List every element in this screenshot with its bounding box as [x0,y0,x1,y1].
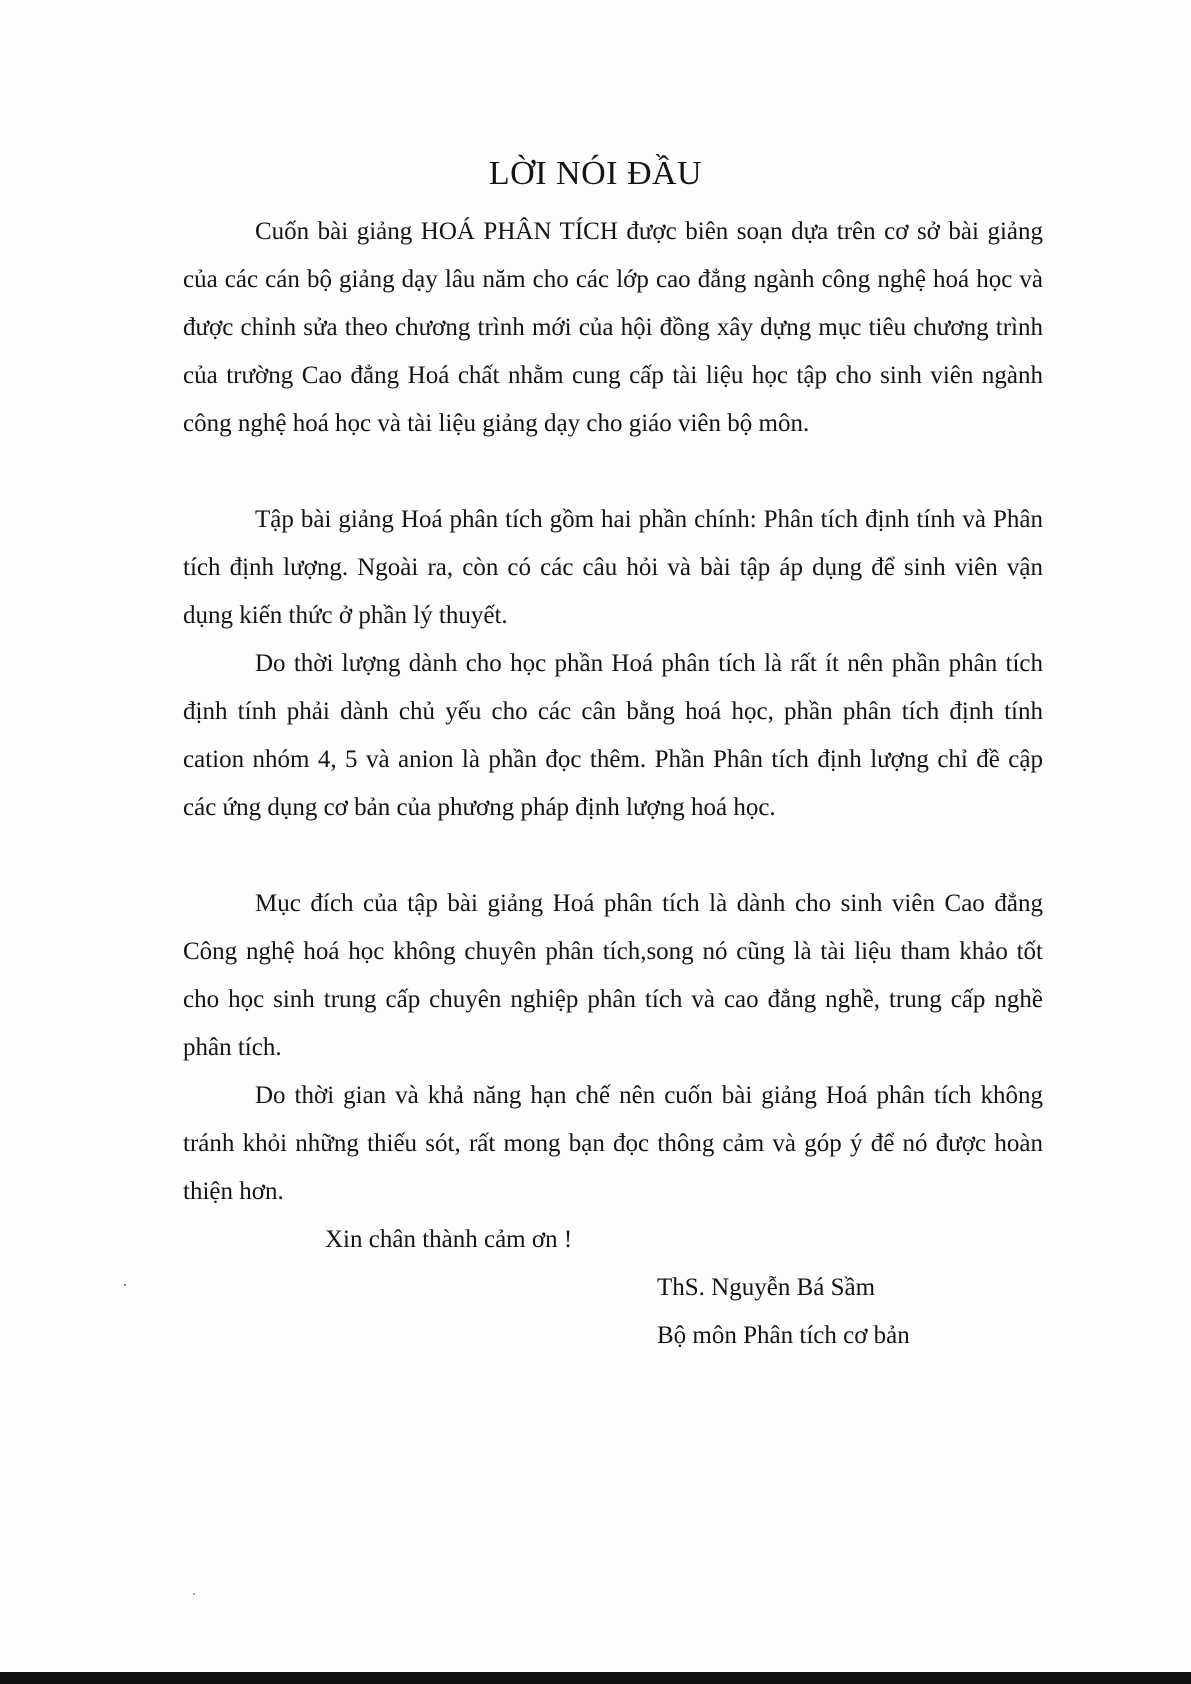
closing-thanks: Xin chân thành cảm ơn ! [325,1226,573,1253]
scan-speck [124,1284,126,1286]
scan-speck [193,1593,195,1595]
signature-name: ThS. Nguyễn Bá Sầm [657,1274,876,1301]
paragraph-intro: Cuốn bài giảng HOÁ PHÂN TÍCH được biên soạn dựa trên cơ sở bài giảng của các cán bộ giảng dạy lâu năm cho các lớp cao đẳng ngành công nghệ hoá học và được chỉnh sửa theo chương trình mới của hội đồng xây dựng mục tiêu chương trình của trường Cao đẳng Hoá chất nhằm cung cấp tài liệu học tập cho sinh viên ngành công nghệ hoá học và tài liệu giảng dạy cho giáo viên bộ môn. [183,218,1043,437]
paragraph-scope: Do thời lượng dành cho học phần Hoá phân tích là rất ít nên phần phân tích định tính phải dành chủ yếu cho các cân bằng hoá học, phần phân tích định tính cation nhóm 4, 5 và anion là phần đọc thêm. Phần Phân tích định lượng chỉ đề cập các ứng dụng cơ bản của phương pháp định lượng hoá học. [183,650,1043,821]
page-title: LỜI NÓI ĐẦU [488,155,703,192]
paragraph-structure: Tập bài giảng Hoá phân tích gồm hai phần chính: Phân tích định tính và Phân tích định lượng. Ngoài ra, còn có các câu hỏi và bài tập áp dụng để sinh viên vận dụng kiến thức ở phần lý thuyết. [183,506,1043,629]
paragraph-apology: Do thời gian và khả năng hạn chế nên cuốn bài giảng Hoá phân tích không tránh khỏi những thiếu sót, rất mong bạn đọc thông cảm và góp ý để nó được hoàn thiện hơn. [183,1082,1043,1205]
scan-edge-bar [0,1672,1191,1684]
paragraph-purpose: Mục đích của tập bài giảng Hoá phân tích là dành cho sinh viên Cao đẳng Công nghệ hoá học không chuyên phân tích,song nó cũng là tài liệu tham khảo tốt cho học sinh trung cấp chuyên nghiệp phân tích và cao đẳng nghề, trung cấp nghề phân tích. [183,890,1043,1061]
signature-department: Bộ môn Phân tích cơ bản [657,1322,910,1349]
